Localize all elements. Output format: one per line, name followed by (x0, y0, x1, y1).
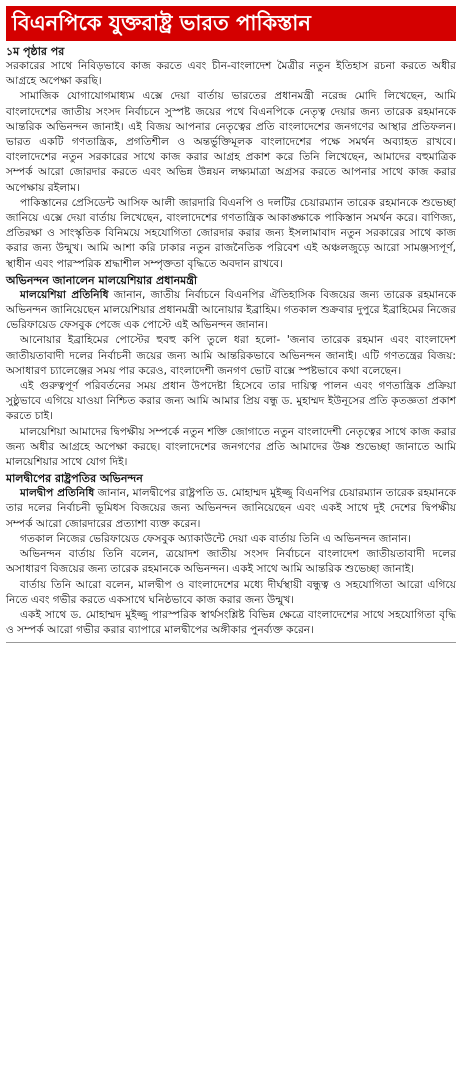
maldives-section (6, 471, 456, 638)
divider (6, 642, 456, 643)
news-page (0, 6, 462, 1072)
section-heading: মালদ্বীপের রাষ্ট্রপতির অভিনন্দন (6, 472, 143, 486)
paragraph: এই গুরুত্বপূর্ণ পরিবর্তনের সময় প্রধান উপদেষ্টা হিসেবে তার দায়িত্ব পালন এবং গণতান্ত্রিক প্রক্রিয়া সুষ্ঠুভাবে এগিয়ে যাওয়া নিশ্চিত করার জন্য আমি আমার প্রিয় বন্ধু ড. মুহাম্মদ ইউনূসের প্রতি কৃতজ্ঞতা প্রকাশ করতে চাই। (6, 380, 456, 423)
paragraph: সামাজিক যোগাযোগমাধ্যম এক্সে দেয়া বার্তায় ভারতের প্রধানমন্ত্রী নরেন্দ্র মোদি লিখেছেন, আমি বাংলাদেশের জাতীয় সংসদ নির্বাচনে সুস্পষ্ট জয়ের পথে বিএনপিকে নেতৃত্ব দেয়ার জন্য তারেক রহমানকে আন্তরিক অভিনন্দন জানাই। এই বিজয় আপনার নেতৃত্বের প্রতি বাংলাদেশের জনগণের আস্থার প্রতিফলন। ভারত একটি গণতান্ত্রিক, প্রগতিশীল ও অন্তর্ভুক্তিমূলক বাংলাদেশের পক্ষে সমর্থন অব্যাহত রাখবে। বাংলাদেশের নতুন সরকারের সাথে কাজ করার আগ্রহ প্রকাশ করে তিনি লিখেছেন, আমাদের বহুমাত্রিক সম্পর্ক আরো জোরদার করতে এবং অভিন্ন উন্নয়ন লক্ষ্যমাত্রা অগ্রসর করতে আপনার সাথে কাজ করার অপেক্ষায় রইলাম। (6, 90, 456, 194)
intro-section (6, 59, 456, 272)
paragraph: একই সাথে ড. মোহাম্মদ মুইজ্জু পারস্পরিক স্বার্থসংশ্লিষ্ট বিভিন্ন ক্ষেত্রে বাংলাদেশের সাথে সহযোগিতা বৃদ্ধি ও সম্পর্ক আরো গভীর করার ব্যাপারে মালদ্বীপের অঙ্গীকার পুনর্ব্যক্ত করেন। (6, 608, 456, 637)
paragraph-text: জানান, জাতীয় নির্বাচনে বিএনপির ঐতিহাসিক বিজয়ের জন্য তারেক রহমানকে অভিনন্দন জানিয়েছেন মালয়েশিয়ার প্রধানমন্ত্রী আনোয়ার ইব্রাহিম। গতকাল শুক্রবার দুপুরে ইব্রাহিমের নিজের ভেরিফায়েড ফেসবুক পেজে এক পোস্টে এই অভিনন্দন জানান। (6, 288, 456, 332)
paragraph: পাকিস্তানের প্রেসিডেন্ট আসিফ আলী জারদারি বিএনপি ও দলটির চেয়ারম্যান তারেক রহমানকে শুভেচ্ছা জানিয়ে এক্সে দেয়া বার্তায় লিখেছেন, বাংলাদেশের গণতান্ত্রিক আকাঙ্ক্ষাকে পাকিস্তান সমর্থন করে। বাণিজ্য, প্রতিরক্ষা ও সাংস্কৃতিক বিনিময়ে সহযোগিতা জোরদার করার জন্য ইসলামাবাদ নতুন সরকারের সাথে কাজ করার জন্য উন্মুখ। আমি আশা করি ঢাকার নতুন রাজনৈতিক পরিবেশ এই অঞ্চলজুড়ে আরো সামঞ্জস্যপূর্ণ, স্থাধীন এবং পারস্পরিক শ্রদ্ধাশীল সম্পৃক্ততা বৃদ্ধিতে অবদান রাখবে। (6, 196, 456, 270)
paragraph: আনোয়ার ইব্রাহিমের পোস্টের হুবহু কপি তুলে ধরা হলো- 'জনাব তারেক রহমান এবং বাংলাদেশ জাতীয়তাবাদী দলের নির্বাচনী জয়ের জন্য আমি আন্তরিকভাবে অভিনন্দন জানাই। এটি গণতন্ত্রের বিজয়: অসাধারণ চ্যালেঞ্জের সময় পার করেও, বাংলাদেশী জনগণ ভোট বাক্সে স্পষ্টভাবে কথা বলেছেন। (6, 334, 456, 377)
paragraph (6, 288, 456, 334)
malaysia-section (6, 273, 456, 470)
headline: বিএনপিকে যুক্তরাষ্ট্র ভারত পাকিস্তান (6, 6, 456, 41)
paragraph: বার্তায় তিনি আরো বলেন, মালদ্বীপ ও বাংলাদেশের মধ্যে দীর্ঘস্থায়ী বন্ধুত্ব ও সহযোগিতা আরো এগিয়ে নিতে এবং গভীর করতে একসাথে ঘনিষ্ঠভাবে কাজ করার জন্য উন্মুখ। (6, 578, 456, 606)
continuation-label: ১ম পৃষ্ঠার পর (6, 45, 65, 58)
paragraph-text: জানান, মালদ্বীপের রাষ্ট্রপতি ড. মোহাম্মদ মুইজ্জু বিএনপির চেয়ারম্যান তারেক রহমানকে তার দলের নির্বাচনী ভূমিধস বিজয়ের জন্য অভিনন্দন জানিয়েছেন এবং একই সাথে দুই দেশের দ্বিপক্ষীয় সম্পর্ক আরো জোরদারের প্রত্যাশা ব্যক্ত করেন। (6, 487, 457, 530)
section-heading: অভিনন্দন জানালেন মালয়েশিয়ার প্রধানমন্ত্রী (6, 273, 198, 287)
paragraph: মালয়েশিয়া আমাদের দ্বিপক্ষীয় সম্পর্কে নতুন শক্তি জোগাতে নতুন বাংলাদেশী নেতৃত্বের সাথে কাজ করার জন্য অধীর আগ্রহে অপেক্ষা করছে। বাংলাদেশের জনগণের প্রতি আমাদের উষ্ণ শুভেচ্ছা জানাতে আমি মালয়েশিয়ার সাথে যোগ দিই। (6, 425, 456, 469)
dateline: মালদ্বীপ প্রতিনিধি (20, 487, 95, 500)
paragraph: গতকাল নিজের ভেরিফায়েড ফেসবুক অ্যাকাউন্টে দেয়া এক বার্তায় তিনি এ অভিনন্দন জানান। (20, 532, 411, 545)
paragraph: অভিনন্দন বার্তায় তিনি বলেন, ত্রয়োদশ জাতীয় সংসদ নির্বাচনে বাংলাদেশ জাতীয়তাবাদী দলের অসাধারণ বিজয়ের জন্য তারেক রহমানকে অভিনন্দন। একই সাথে আমি আন্তরিক শুভেচ্ছা জানাই। (6, 548, 456, 576)
paragraph: সরকারের সাথে নিবিড়ভাবে কাজ করতে এবং চীন-বাংলাদেশ মৈত্রীর নতুন ইতিহাস রচনা করতে অধীর আগ্রহে অপেক্ষা করছি। (6, 60, 456, 88)
dateline: মালয়েশিয়া প্রতিনিধি (20, 288, 109, 301)
paragraph (6, 486, 456, 532)
